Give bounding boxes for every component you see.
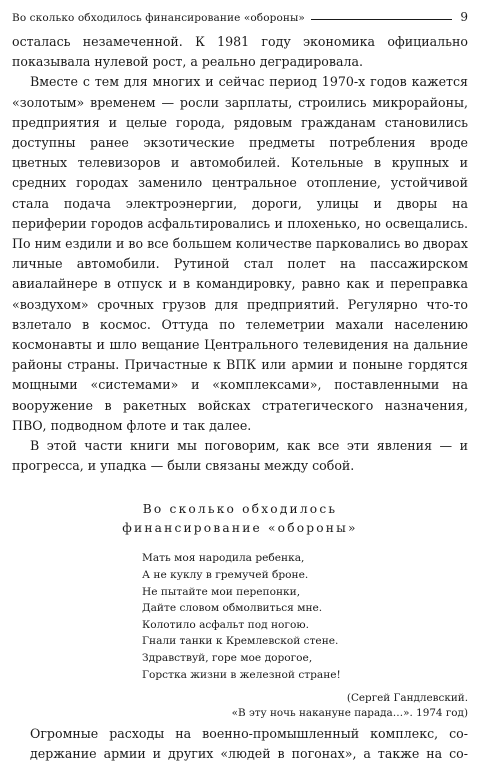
poem-line: Дайте словом обмолвиться мне.	[142, 602, 323, 615]
paragraph-continued: осталась незамеченной. К 1981 году экономика официально показывала нулевой рост, а реально деградировала.	[12, 34, 468, 70]
epigraph-poem	[142, 550, 468, 683]
poem-line: Колотило асфальт под ногою.	[142, 618, 309, 631]
poem-line: Гнали танки к Кремлевской стене.	[142, 635, 339, 648]
header-rule	[311, 19, 452, 20]
section-heading-line-1: Во сколько обходилось	[142, 502, 338, 517]
poem-line: Здравствуй, горе мое дорогое,	[142, 652, 313, 665]
running-title: Во сколько обходилось финансирование «обороны»	[12, 12, 305, 24]
poem-line: А не куклу в гремучей броне.	[142, 569, 309, 582]
section-heading-line-2: финансирование «обороны»	[122, 521, 358, 536]
paragraph-golden-era: Вместе с тем для многих и сейчас период 1970-х годов кажется «золотым» временем — росли зарплаты, строились микрорайоны, предприятия и целые города, рядовым гражданам становились доступны ранее экзотические предметы потребления вроде цветных телевизоров и автомобилей. Котельные в крупных и средних городах заменило центральное отопление, устойчивой стала подача электроэнергии, дороги, улицы и дворы на периферии городов асфальтировались и плохенько, но освещались. По ним ездили и во все большем количестве парковались во дворах личные автомобили. Рутиной стал полет на пассажирском авиалайнере в отпуск и в командировку, равно как и переправка «воздухом» срочных грузов для предприятий. Регулярно что-то взлетало в космос. Оттуда по телеметрии махали населению космонавты и шло вещание Центрального телевидения на дальние районы страны. Причастные к ВПК или армии и поныне гордятся мощными «системами» и «комплексами», поставленными на вооружение в ракетных войсках стратегического назначения, ПВО, подводном флоте и так далее.	[12, 74, 468, 433]
poem-line: Горстка жизни в железной стране!	[142, 668, 341, 681]
paragraph-line: Огромные расходы на военно-промышленный комплекс, со-	[30, 726, 468, 741]
running-head	[12, 8, 468, 24]
paragraph-military-spending	[12, 724, 468, 764]
section-heading	[12, 500, 468, 538]
paragraph-line: держание армии и других «людей в погонах», а также на со-	[30, 746, 468, 762]
page-number: 9	[460, 10, 468, 24]
paragraph-chapter-intro: В этой части книги мы поговорим, как все эти явления — и прогресса, и упадка — были связаны между собой.	[12, 438, 468, 474]
poem-line: Не пытайте мои перепонки,	[142, 585, 301, 598]
epigraph-attribution	[12, 691, 468, 721]
poem-line: Мать моя народила ребенка,	[142, 552, 305, 565]
attribution-source: «В эту ночь накануне парада…». 1974 год)	[231, 707, 468, 720]
body-text	[12, 32, 468, 721]
attribution-author: (Сергей Гандлевский.	[346, 692, 468, 705]
